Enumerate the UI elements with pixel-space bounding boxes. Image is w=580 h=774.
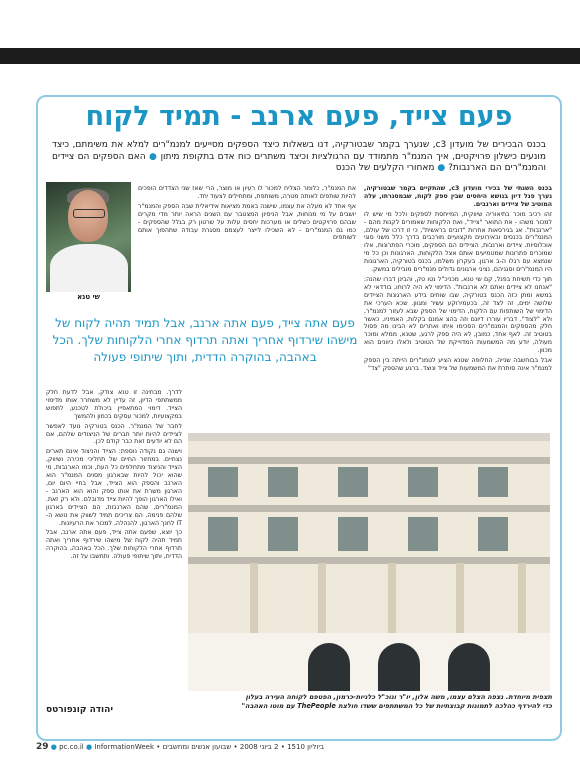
lead-line-1: בכנס הבכירים של מועדון c3, שנערך בקמר שבטורקיה, דנו בשאלות כיצד הספקים מסייעים למנמ"רים [152,140,546,150]
footer-issue: InformationWeek • ביוליון 1510 • 2 ביוני 2008 • שבועון אנשים ומחשבים [94,743,325,751]
hotel-photo-caption [186,693,552,711]
footer-site: pc.co.il [59,743,84,751]
body-column-left [46,389,182,701]
body-paragraph: אף אחד לא מעלה את עצמו, שישנה באמת מציאות אידיאלית שבה הספק והמנמ"ר יושבים על מי מנוחות, אבל הניסיון המצטבר עם השנים הראה יותר מדי מקרים שבהם פרויקטים כשלים או מערכות יחסים עלות על שרטון רק בגלל שהספקים - כמו גם המנמ"רים - לא השכילו לייצר לעצמם מסגרת עבודה שתהפוך אותם לשותפים [138,202,356,242]
page-footer [36,742,558,752]
pull-quote: פעם אתה צייד, פעם אתה ארנב, אבל תמיד תהיה לקוח של מישהו שירדוף אחריך ואתה תרדוף אחרי הלקוחות שלך. הכל באהבה, בהוקרה הדדית, ותוך שיתופי פעולה [52,316,358,364]
bullet-dot-icon: ● [148,151,158,162]
lead-line-3c: מאחורי הקלעים של הכנס [335,163,435,173]
body-paragraph: תוך כדי תשיחת בפנל, קם שי טנא, מכניכ"ל נטו טק, והבינן דברו שהנה: "אנחנו לא ציידים ואתם לא ארנבות". הדימוי לא היה לרוחו, בודדאי לא במשא ומתן כזה הכנס בטורקיה, שבו שוחים בידע הארגונות הציידים שלושה ימים, זה לצד זה, בכעמירוקע עשיר ומגוון. שכא הערכי את הדימוי של השותפות עם הלקוח, הדימוי של הספק שבא לעזור למנמ"ר, ולא "לצוד". דבריו עוררו דיונם וזה בהצ אמנם בקלות, האמיניו, כאשר חלק מהספקים והמנמ"רים הסכימו איתו ואחרים לא הבינו מה פסול בטוטיב זה. לאף אחד, כמובן, לא היה ספק לרגע, שטנא, ממלא ומוכר מעולה, יודע מה המשמעות המדוייקת של הטוטיב ולאלו כיוונים הוא מכוון. [364,275,552,355]
body-paragraph: את המנמ"ר, כלומר הצליח למכור לו רעיון או מוצר, הרי שאז שני הצדדים הופכים להיות שותפים לאותה מטרה, משותפת, ומתחילים לצעוד יחד. [138,185,356,200]
body-paragraph: לדרך. מבחינה זו טנא צודק, אבל לדעת חלק ממשתתפי הדיון, זה עדיין לא משחרר אותו מדימוי הצייד. דימוי המתאפיין ביכולת לטכנע, לתפוש במקצועיות, למכור עסקים בכמון ולהמשך [46,389,182,420]
hotel-caption-line-1: תצפית מיוחדת. נצפה הצלם עצמו, משה אלון, יו"ר ונוכ"ל כלניות-כרמון, הפטפם לקוחה העירה בעלון [245,693,552,701]
body-paragraph: זהו רכיב מוכר בתיאוריה שיווקית, המייחסת לספקים ולכל מי שיש לו למכור משהו - את התואר "צייד", ואת הלקוחות שאמורים לקנות מהם - "ארנבות". אג בגירסאות אחרות "דובים בראשית", כי זו דרכו של עולם, המנמ"רים בכנסים ובאירועים מקצועיים מורכבים בדרך כלל משני סוגי אוכלוסיות. ציידים וארנבות, הציידים הם הספקים, מוכרי הפתרונות, אלו שמוכרים פתרונות שמטמיעים אותם אצל הלקוחות, הארגונות וכן כל מי שנמצא עם רגלו ה-ב ארגון. בעקרון משלמו, בכנס בטורקיה, הארגונות היו המנמ"רים וסגניהם, נציגי ארגונים גדולים מנמ"רים מובילים במשק. [364,210,552,274]
bullet-dot-icon: ● [437,163,446,173]
article-title: פעם צייד, פעם ארנב - תמיד לקוח [85,101,513,132]
hotel-photo [188,433,550,691]
lead-line-3b: האם הספקים הם ציידים והמנמ"רים הם הארנבות? [52,151,546,173]
portrait-caption: שי טנא [77,293,100,301]
article-frame [36,95,562,741]
author-name: יהודה קונפורטס [46,705,113,715]
bullet-dot-icon: ● [50,743,57,751]
bullet-dot-icon: ● [85,743,93,751]
body-paragraph: לחבר של המנמ"ר. הכנס בטורקיה נועד לאפשר לציידים להיות יותר חברים של הניצודים שלהם, אם הם לא יודעים זאת כבר קודם לכן. [46,422,182,446]
article-lead [52,140,546,175]
portrait-photo [46,182,131,292]
body-paragraph: בכנס השנתי של בכירי מועדון c3, שהתקיים בקמר שבטורקיה, נערך פנל דיון בנושא היחסים שבין ספק לקוח, שבמסגרתו, עלה המוטיב של ציידים וארנבים. [364,185,552,208]
body-column-middle [138,185,356,303]
page-number: 29 [36,742,49,752]
hotel-caption-line-2: כדי להירדף כהלכה לתמונות קבוצתיות של כל המשתתפים ששדו חולצת ThePeople עם מוטו האהבה" [241,702,552,710]
top-black-band [0,48,580,64]
body-column-right [364,185,552,417]
lead-line-3a: אדם בתקופת מיתון [160,151,235,162]
lead-line-2: למלא את משימתם, כיצד מונעים כישלון פרויקטים, איך המנמ"ר מתמודד עם הרגולציות וכיצד משתרים כוח [52,140,546,162]
body-paragraph: אבל בבוחשבה שנייה, החלופה שטנא הציע לטמנ"רים הייתה בין הספק למנמ"ר אינה סותרת את המשמעות של צייד ונוצד. ברגע שהספק "צד" [364,357,552,372]
body-paragraph: וישנה גם נקודה נוספת: הצייד והניצוד אינם תארים נצחיים. במחזור החיים של תחליכי מכירה ושיווק, הצייד והניצוד מתחלפים כל העת, וכמו הארנבות, מי שהוא יכול להיות שבארגון מסוים המנמ"ר הוא הארנב והספק הוא הצייד, אבל בחיי היום יום, הארגון משרת את אותו ספק והוא הוא הארנב - ואילו הארגון הופך להיות צייד מדובלם. ולא רק זאת. המנמ"רים, שהם הארנבות, הם הציידים בארגון שלהם פנימה. הם צריכים תמיד לשווק את נושא ה-IT לחנך הארגון, להנהלה, למכור את הרעיונות. [46,448,182,527]
body-paragraph: כך יוצא, שפעם אתה צייד, פעם אתה ארנב, אבל תמיד תהיה לקוח של מישהו שירדוף אחריך ואתה תרדוף אחרי הלקוחות שלך. הכל באהבה, בהוקרה הדדית, ותוך שיתופי פעולה. ותחשבו על זה. [46,529,182,561]
